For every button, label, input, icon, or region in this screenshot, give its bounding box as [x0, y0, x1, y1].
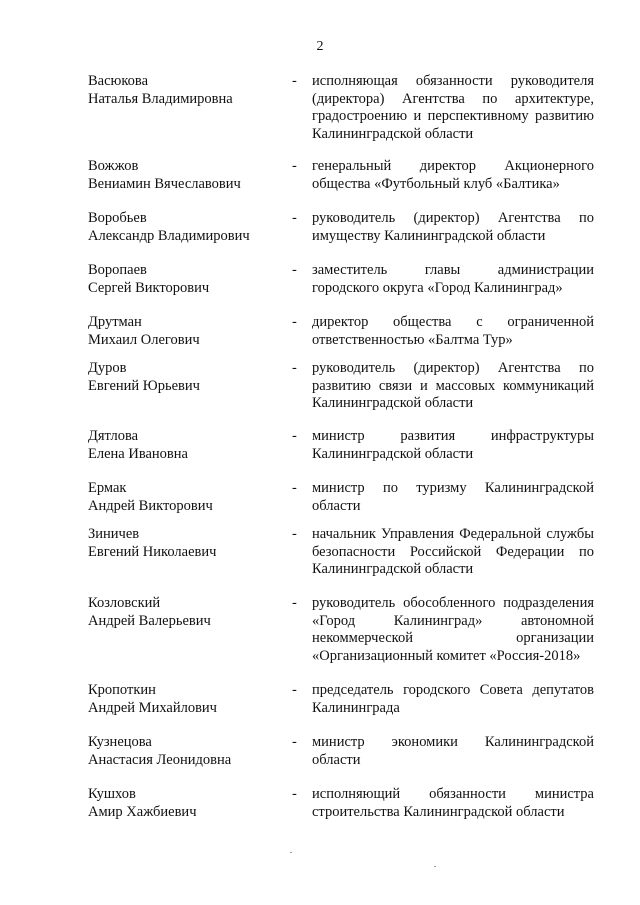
person-name [88, 595, 288, 630]
position-description [312, 734, 594, 769]
position-line: городского округа «Город Калининград» [312, 279, 563, 296]
position-line: Калининградской области [312, 445, 474, 462]
position-description [312, 682, 594, 717]
dash-separator: - [292, 210, 297, 226]
surname: Васюкова [88, 73, 149, 89]
position-description [312, 360, 594, 413]
position-description [312, 158, 594, 193]
position-line: строительства Калининградской области [312, 803, 565, 820]
surname: Кушхов [88, 786, 136, 802]
surname: Кузнецова [88, 734, 152, 750]
position-line: градостроению и перспективному развитию [312, 108, 594, 124]
surname: Дуров [88, 360, 127, 376]
position-line: области [312, 497, 361, 514]
surname: Кропоткин [88, 682, 156, 698]
position-description [312, 595, 594, 665]
position-line: директор общества с ограниченной [312, 314, 594, 330]
position-description [312, 73, 594, 143]
page-number: 2 [316, 39, 324, 54]
given-names: Андрей Михайлович [88, 699, 217, 716]
position-line: Калининграда [312, 699, 400, 716]
position-line: генеральный директор Акционерного [312, 158, 594, 174]
given-names: Амир Хажбиевич [88, 803, 197, 820]
person-name [88, 314, 288, 349]
position-line: ответственностью «Балтма Тур» [312, 331, 513, 348]
position-description [312, 428, 594, 463]
dash-separator: - [292, 73, 297, 89]
surname: Воропаев [88, 262, 147, 278]
position-description [312, 210, 594, 245]
position-line: министр экономики Калининградской [312, 734, 594, 750]
person-name [88, 682, 288, 717]
person-name [88, 786, 288, 821]
position-line: области [312, 751, 361, 768]
position-description [312, 526, 594, 579]
person-name [88, 262, 288, 297]
dash-separator: - [292, 595, 297, 611]
position-line: некоммерческой организации [312, 630, 594, 646]
scan-speck [290, 852, 292, 853]
position-line: заместитель главы администрации [312, 262, 594, 278]
given-names: Андрей Валерьевич [88, 612, 211, 629]
given-names: Андрей Викторович [88, 497, 213, 514]
person-name [88, 428, 288, 463]
person-name [88, 210, 288, 245]
position-line: безопасности Российской Федерации по [312, 543, 594, 560]
position-line: министр развития инфраструктуры [312, 428, 594, 444]
dash-separator: - [292, 786, 297, 802]
given-names: Александр Владимирович [88, 227, 250, 244]
position-line: развитию связи и массовых коммуникаций [312, 377, 594, 394]
scan-speck [434, 866, 436, 867]
position-line: «Город Калининград» автономной [312, 612, 594, 629]
surname: Козловский [88, 595, 161, 611]
dash-separator: - [292, 480, 297, 496]
position-line: председатель городского Совета депутатов [312, 682, 594, 698]
position-description [312, 786, 594, 821]
position-line: (директора) Агентства по архитектуре, [312, 90, 594, 107]
person-name [88, 526, 288, 561]
position-line: общества «Футбольный клуб «Балтика» [312, 175, 560, 192]
position-description [312, 480, 594, 515]
given-names: Михаил Олегович [88, 331, 200, 348]
surname: Дятлова [88, 428, 139, 444]
dash-separator: - [292, 360, 297, 376]
position-line: исполняющая обязанности руководителя [312, 73, 594, 89]
position-line: Калининградской области [312, 561, 474, 577]
position-description [312, 262, 594, 297]
given-names: Евгений Николаевич [88, 543, 217, 560]
position-line: «Организационный комитет «Россия-2018» [312, 647, 581, 664]
dash-separator: - [292, 158, 297, 174]
person-name [88, 734, 288, 769]
surname: Зиничев [88, 526, 140, 542]
given-names: Елена Ивановна [88, 445, 188, 462]
given-names: Евгений Юрьевич [88, 377, 200, 394]
person-name [88, 480, 288, 515]
dash-separator: - [292, 262, 297, 278]
dash-separator: - [292, 314, 297, 330]
dash-separator: - [292, 734, 297, 750]
dash-separator: - [292, 428, 297, 444]
surname: Воробьев [88, 210, 147, 226]
given-names: Сергей Викторович [88, 279, 210, 296]
dash-separator: - [292, 526, 297, 542]
given-names: Анастасия Леонидовна [88, 751, 232, 768]
surname: Вожжов [88, 158, 139, 174]
position-line: руководитель обособленного подразделения [312, 595, 594, 611]
position-line: министр по туризму Калининградской [312, 480, 594, 496]
person-name [88, 73, 288, 108]
position-line: руководитель (директор) Агентства по [312, 210, 594, 226]
position-line: начальник Управления Федеральной службы [312, 526, 594, 542]
position-description [312, 314, 594, 349]
position-line: имуществу Калининградской области [312, 227, 546, 244]
person-name [88, 158, 288, 193]
surname: Друтман [88, 314, 142, 330]
position-line: руководитель (директор) Агентства по [312, 360, 594, 376]
position-line: Калининградской области [312, 125, 474, 142]
surname: Ермак [88, 480, 127, 496]
given-names: Вениамин Вячеславович [88, 175, 241, 192]
given-names: Наталья Владимировна [88, 90, 233, 107]
dash-separator: - [292, 682, 297, 698]
person-name [88, 360, 288, 395]
position-line: Калининградской области [312, 395, 474, 411]
position-line: исполняющий обязанности министра [312, 786, 594, 802]
